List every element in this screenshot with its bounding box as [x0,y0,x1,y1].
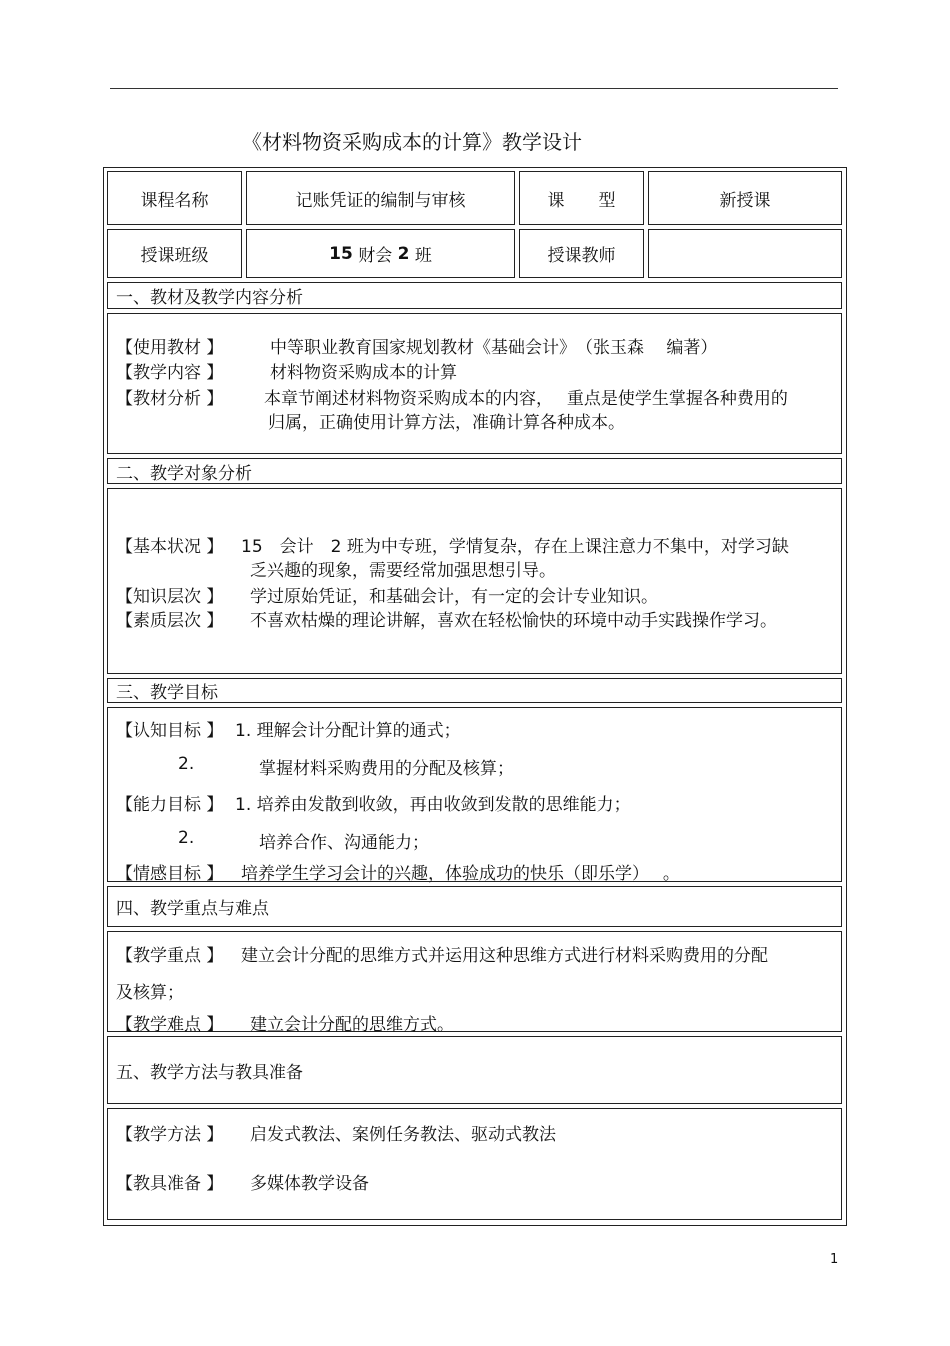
knowledge-value: 学过原始凭证，和基础会计，有一定的会计专业知识。 [250,587,658,607]
class-num: 15 [329,243,353,264]
cognitive-goal-2: 掌握材料采购费用的分配及核算； [259,759,514,779]
ability-goal-2-num: 2. [178,828,195,848]
emotion-label: 【情感目标 】 [116,864,224,884]
basic-line1: 15 会计 2 班为中专班，学情复杂，存在上课注意力不集中，对学习缺 [241,537,789,557]
teacher-label: 授课教师 [519,229,644,278]
section5-heading: 五、教学方法与教具准备 [107,1036,842,1104]
basic-label: 【基本状况 】 [116,537,224,557]
key-point-line1: 建立会计分配的思维方式并运用这种思维方式进行材料采购费用的分配 [241,946,768,966]
textbook-value: 中等职业教育国家规划教材《基础会计》 （张玉森 编著） [270,338,718,358]
analysis-line1: 本章节阐述材料物资采购成本的内容， 重点是使学生掌握各种费用的 [264,389,788,409]
class-num2: 2 [397,243,410,264]
page-title: 《材料物资采购成本的计算》教学设计 [242,130,582,154]
page-number: 1 [830,1252,839,1267]
content-value: 材料物资采购成本的计算 [270,363,457,383]
tools-label: 【教具准备 】 [116,1174,224,1194]
class-label: 授课班级 [107,229,242,278]
section4-heading: 四、教学重点与难点 [107,886,842,927]
difficulty-value: 建立会计分配的思维方式。 [250,1015,454,1035]
top-rule [110,88,838,89]
class-end: 班 [414,246,432,266]
quality-value: 不喜欢枯燥的理论讲解，喜欢在轻松愉快的环境中动手实践操作学习。 [250,611,777,631]
method-label: 【教学方法 】 [116,1125,224,1145]
key-point-label: 【教学重点 】 [116,946,224,966]
type-label: 课 型 [519,171,644,225]
tools-value: 多媒体教学设备 [250,1174,369,1194]
analysis-label: 【教材分析 】 [116,389,224,409]
section2-body [107,488,842,674]
method-value: 启发式教法、案例任务教法、驱动式教法 [250,1125,556,1145]
content-label: 【教学内容 】 [116,363,224,383]
analysis-line2: 归属，正确使用计算方法，准确计算各种成本。 [268,413,625,433]
teacher-value [648,229,842,278]
emotion-value: 培养学生学习会计的兴趣，体验成功的快乐（即乐学） 。 [241,864,680,884]
textbook-label: 【使用教材 】 [116,338,224,358]
ability-goal-1: 1. 培养由发散到收敛，再由收敛到发散的思维能力； [235,795,631,815]
key-point-line2: 及核算； [116,983,184,1003]
difficulty-label: 【教学难点 】 [116,1015,224,1035]
section3-heading: 三、教学目标 [107,678,842,703]
section2-heading: 二、教学对象分析 [107,458,842,484]
class-value [246,229,515,278]
cognitive-goal-2-num: 2. [178,754,195,774]
basic-line2: 乏兴趣的现象，需要经常加强思想引导。 [250,561,556,581]
section1-heading: 一、教材及教学内容分析 [107,282,842,309]
type-value: 新授课 [648,171,842,225]
cognitive-label: 【认知目标 】 [116,721,224,741]
cognitive-goal-1: 1. 理解会计分配计算的通式； [235,721,461,741]
course-name-label: 课程名称 [107,171,242,225]
ability-goal-2: 培养合作、沟通能力； [259,833,429,853]
ability-label: 【能力目标 】 [116,795,224,815]
knowledge-label: 【知识层次 】 [116,587,224,607]
quality-label: 【素质层次 】 [116,611,224,631]
class-mid: 财会 [358,246,393,266]
course-name-value: 记账凭证的编制与审核 [246,171,515,225]
